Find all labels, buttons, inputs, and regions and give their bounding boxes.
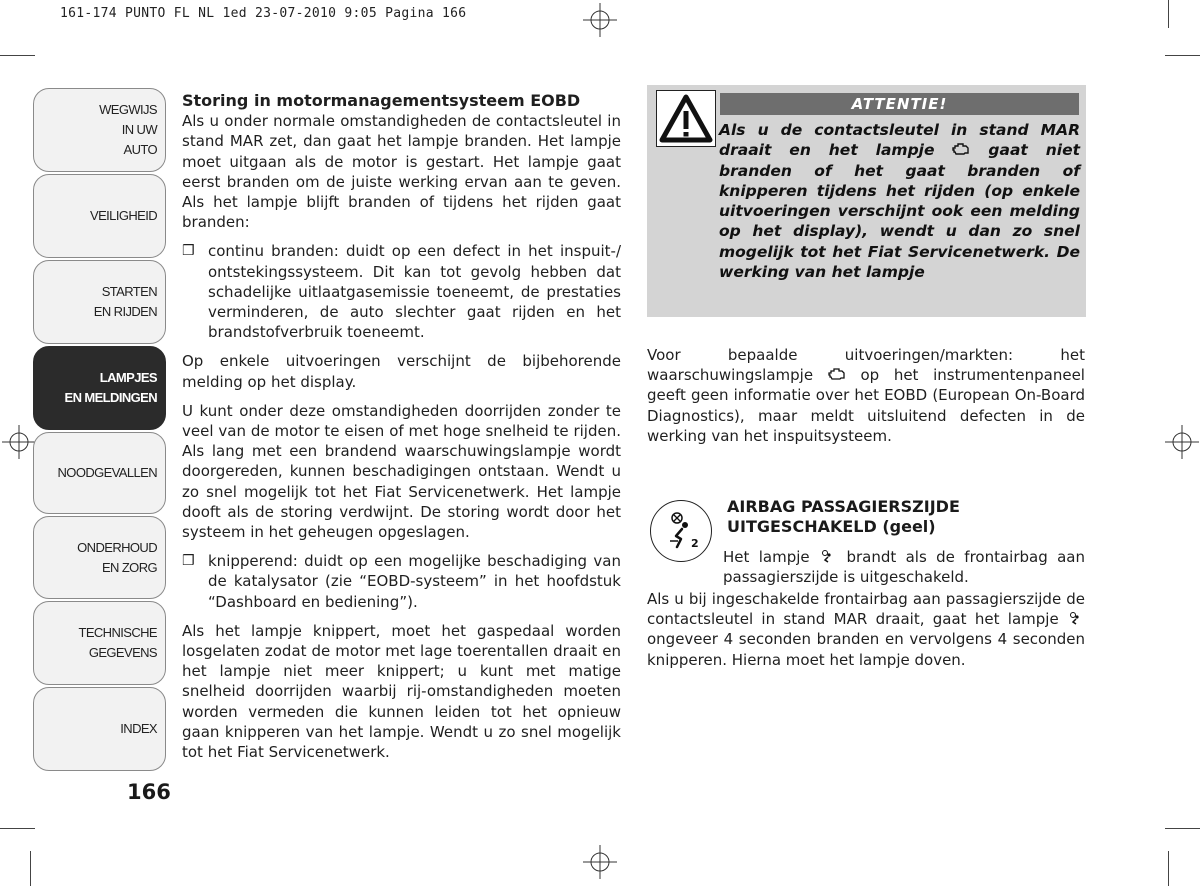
paragraph: Op enkele uitvoeringen verschijnt de bijbehorende melding op het display. [182,352,621,391]
sidebar-item-veiligheid[interactable]: VEILIGHEID [33,174,166,258]
crop-mark [1165,55,1200,56]
crop-mark [1165,828,1200,829]
registration-mark-icon [1165,425,1199,459]
warning-text-part: Als u de contactsleutel in stand MAR draait en het lampje [719,121,1080,160]
sidebar-item-index[interactable]: INDEX [33,687,166,771]
paragraph-part: ongeveer 4 seconden branden en vervolgens 4 seconden knipperen. Hierna moet het lampje doven. [647,630,1085,669]
warning-text-part: gaat niet branden of het gaat branden of knipperen tijdens het rijden (op enkele uitvoeringen verschijnt ook een melding op het display), wendt u dan zo snel mogelijk tot het Fiat Servicenetwerk. De werking van het lampje [719,141,1081,282]
sidebar-item-wegwijs[interactable]: WEGWIJS IN UW AUTO [33,88,166,172]
section-heading: Storing in motormanagementsysteem EOBD [182,91,581,110]
registration-mark-icon [583,3,617,37]
airbag-paragraph-2 [647,589,1085,670]
crop-mark [30,851,31,886]
registration-mark-icon [2,425,36,459]
market-paragraph [647,345,1085,446]
paragraph-part: brandt als de frontairbag aan passagierszijde is uitgeschakeld. [723,548,1085,587]
list-item [182,551,621,612]
airbag-off-icon [819,549,837,563]
bullet-text: continu branden: duidt op een defect in het inspuit-/ ontstekingssysteem. Dit kan tot gevolg hebben dat schadelijke uitlaatgasemissie toeneemt, de prestaties verminderen, de auto slechter gaat rijden en het brandstofverbruik toeneemt. [208,242,621,342]
crop-mark [1168,851,1169,886]
print-header: 161-174 PUNTO FL NL 1ed 23-07-2010 9:05 Pagina 166 [60,6,467,21]
engine-check-icon [952,142,970,156]
airbag-paragraph-1 [723,547,1085,587]
warning-title: ATTENTIE! [720,93,1079,115]
left-column [182,91,621,762]
sidebar-item-noodgevallen[interactable]: NOODGEVALLEN [33,432,166,514]
bullet-text: knipperend: duidt op een mogelijke beschadiging van de katalysator (zie “EOBD-systeem” in het hoofdstuk “Dashboard en bediening”). [208,552,621,611]
paragraph-part: Als u bij ingeschakelde frontairbag aan passagierszijde de contactsleutel in stand MAR draait, gaat het lampje [647,590,1085,629]
right-column [647,345,1085,446]
page-number: 166 [127,780,171,804]
checkbox-bullet-icon: ❒ [182,243,195,260]
paragraph-part: Voor bepaalde uitvoeringen/markten: het waarschuwingslampje [647,346,1085,385]
paragraph: U kunt onder deze omstandigheden doorrijden zonder te veel van de motor te eisen of met hoge snelheid te rijden. Als lang met een brandend waarschuwingslampje wordt doorgereden, kunnen beschadigingen ontstaan. Wendt u zo snel mogelijk tot het Fiat Servicenetwerk. Het lampje dooft als de storing verdwijnt. De storing wordt door het systeem in het geheugen opgeslagen. [182,401,621,542]
airbag-off-icon [1067,611,1085,625]
crop-mark [0,828,35,829]
paragraph-part: Het lampje [723,548,810,566]
airbag-heading-line: UITGESCHAKELD (geel) [727,517,936,536]
sidebar-item-onderhoud[interactable]: ONDERHOUD EN ZORG [33,516,166,599]
airbag-heading-line: AIRBAG PASSAGIERSZIJDE [727,497,960,516]
intro-paragraph: Als u onder normale omstandigheden de contactsleutel in stand MAR zet, dan gaat het lampje branden. Het lampje moet uitgaan als de motor is gestart. Het lampje gaat eerst branden om de juiste werking ervan aan te geven. Als het lampje blijft branden of tijdens het rijden gaat branden: [182,112,621,232]
crop-mark [0,55,35,56]
sidebar-item-starten[interactable]: STARTEN EN RIJDEN [33,260,166,344]
sidebar-item-technische[interactable]: TECHNISCHE GEGEVENS [33,601,166,685]
registration-mark-icon [583,845,617,879]
airbag-off-icon [650,500,712,562]
list-item [182,241,621,342]
sidebar-item-lampjes[interactable]: LAMPJES EN MELDINGEN [33,346,166,430]
paragraph: Als het lampje knippert, moet het gaspedaal worden losgelaten zodat de motor met lage toerentallen draait en het lampje niet meer knippert; u kunt met matige snelheid doorrijden waarbij rij-omstandigheden moeten worden vermeden die kunnen leiden tot het opnieuw gaan knipperen van het lampje. Wendt u zo snel mogelijk tot het Fiat Servicenetwerk. [182,621,621,762]
warning-text [653,120,1080,282]
paragraph-part: op het instrumentenpaneel geeft geen informatie over het EOBD (European On-Board Diagnostics), maar meldt uitsluitend defecten in de werking van het inspuitsysteem. [647,366,1085,445]
checkbox-bullet-icon: ❒ [182,553,195,570]
airbag-icon-subscript: 2 [691,537,699,550]
crop-mark [1168,0,1169,28]
engine-check-icon [828,367,846,381]
airbag-heading [727,497,960,537]
